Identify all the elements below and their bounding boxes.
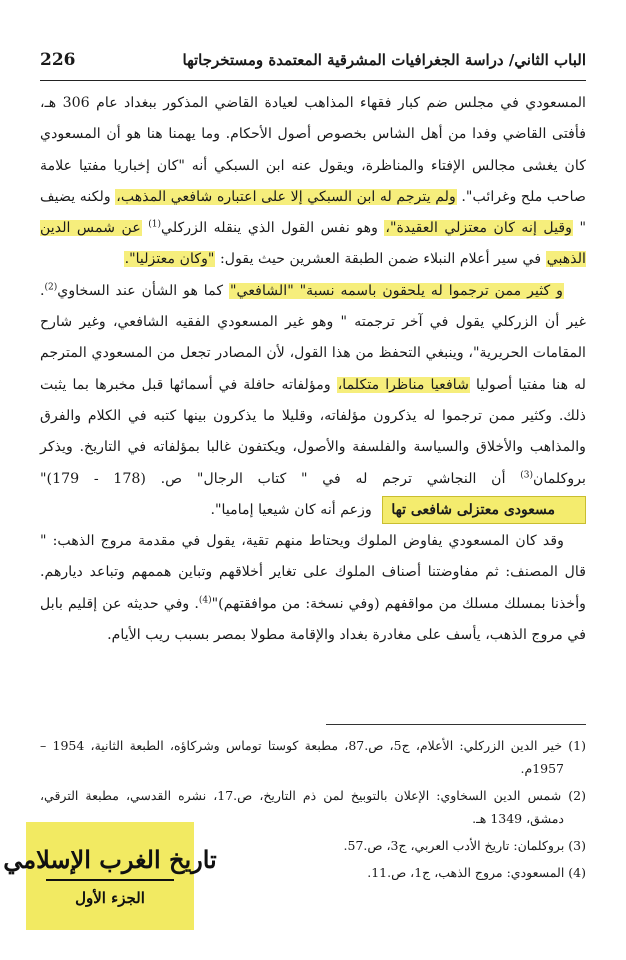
highlighted-text: ولم يترجم له ابن السبكي إلا على اعتباره شافعي المذهب، bbox=[116, 188, 456, 205]
handwritten-annotation-stamp: مسعودى معتزلى شافعى تها bbox=[382, 496, 586, 524]
footnote: (4) المسعودي: مروج الذهب، ج1، ص.11. bbox=[367, 865, 586, 880]
text-run: في سير أعلام النبلاء ضمن الطبقة العشرين حيث يقول: bbox=[215, 251, 546, 268]
footnote: (1) خير الدين الزركلي: الأعلام، ج5، ص.87، مطبعة كوستا توماس وشركاؤه، الطبعة الثانية، 1954 – 1957م. bbox=[40, 738, 587, 776]
highlighted-text: شافعيا مناظرا متكلما، bbox=[337, 376, 469, 393]
book-title-logo bbox=[3, 822, 217, 930]
text-run: وقد كان المسعودي يفاوض الملوك ويحتاط منهم تقية، يقول في مقدمة مروج الذهب: " قال المصنف: ثم مفاوضتنا أصناف الملوك على تغاير أخلاقهم وتباين هممهم وتباعد ديارهم. وأخذنا بمسلك مسلك من مواقفهم (وفي نسخة: من موافقتهم)" bbox=[40, 533, 586, 612]
highlighted-text: "وكان معتزليا". bbox=[124, 251, 215, 268]
highlighted-text: عن شمس الدين الذهبي bbox=[40, 220, 586, 268]
text-run: أن النجاشي ترجم له في " كتاب الرجال" ص. (178 - 179)" bbox=[40, 470, 521, 487]
footnote-ref: (1) bbox=[148, 219, 162, 230]
paragraph bbox=[40, 526, 586, 651]
footnote: (3) بروكلمان: تاريخ الأدب العربي، ج3، ص.57. bbox=[343, 838, 586, 853]
text-run: . غير أن الزركلي يقول في آخر ترجمته " وهو غير المسعودي الفقيه الشافعي، وغير شارح المقامات الحريرية"، وينبغي التحفظ من هذا القول، لأن المصادر تجعل من المسعودي المترجم له هنا مفتيا أصوليا bbox=[40, 282, 586, 393]
body-text bbox=[40, 88, 586, 651]
text-run: ولكنه يضيف " bbox=[40, 188, 586, 237]
footnote-ref: (3) bbox=[520, 469, 533, 480]
text-run: وزعم أنه كان شيعيا إماميا". bbox=[210, 501, 377, 518]
logo-title: تاريخ الغرب الإسلامي bbox=[3, 845, 217, 874]
text-run: كما هو الشأن عند السخاوي bbox=[57, 282, 229, 299]
highlighted-text: وقيل إنه كان معتزلي العقيدة"، bbox=[385, 220, 573, 237]
footnote: (2) شمس الدين السخاوي: الإعلان بالتوبيخ لمن ذم التاريخ، ص.17، نشره القدسي، مطبعة الترقي، دمشق، 1349 هـ. bbox=[40, 788, 586, 826]
text-run: . وفي حديثه عن إقليم بابل في مروج الذهب، يأسف على مغادرة بغداد والإقامة مطولا بمصر بسبب ريب الأيام. bbox=[40, 595, 586, 644]
chapter-title: الباب الثاني/ دراسة الجغرافيات المشرقية المعتمدة ومستخرجاتها bbox=[182, 51, 586, 69]
paragraph bbox=[40, 276, 586, 526]
footnote-ref: (4) bbox=[198, 595, 212, 606]
footnote-ref: (2) bbox=[44, 282, 58, 293]
text-run: ومؤلفاته حافلة في أسمائها قبل مخبرها بما يثبت ذلك. وكثير ممن ترجموا له يذكرون مؤلفاته، وقليلا ما يذكرون بينها كتبه في الكلام والفرق والمذاهب والأخلاق والسياسة والفلسفة والأصول، ويكتفون غالبا بمؤلفاته في التاريخ. ويذكر بروكلمان bbox=[40, 376, 586, 487]
logo-divider bbox=[46, 879, 174, 881]
page-number: 226 bbox=[40, 50, 76, 70]
footnote-separator bbox=[326, 724, 586, 725]
logo-subtitle: الجزء الأول bbox=[75, 889, 145, 907]
text-run: المسعودي في مجلس ضم كبار فقهاء المذاهب لعيادة القاضي المذكور ببغداد عام 306 هـ، فأفتى القاضي وفدا من أهل الشاس بخصوص أصول الأحكام. وما يهمنا هنا هو أن المسعودي كان يغشى مجالس الإفتاء والمناظرة، ويقول عنه ابن السبكي أنه "كان إخباريا مفتيا علامة صاحب ملح وغرائب". bbox=[40, 95, 587, 205]
text-run: وهو نفس القول الذي ينقله الزركلي bbox=[161, 220, 385, 237]
highlighted-text: و كثير ممن ترجموا له يلحقون باسمه نسبة" "الشافعي" bbox=[229, 282, 563, 299]
page-header bbox=[40, 40, 586, 81]
paragraph bbox=[40, 88, 586, 276]
